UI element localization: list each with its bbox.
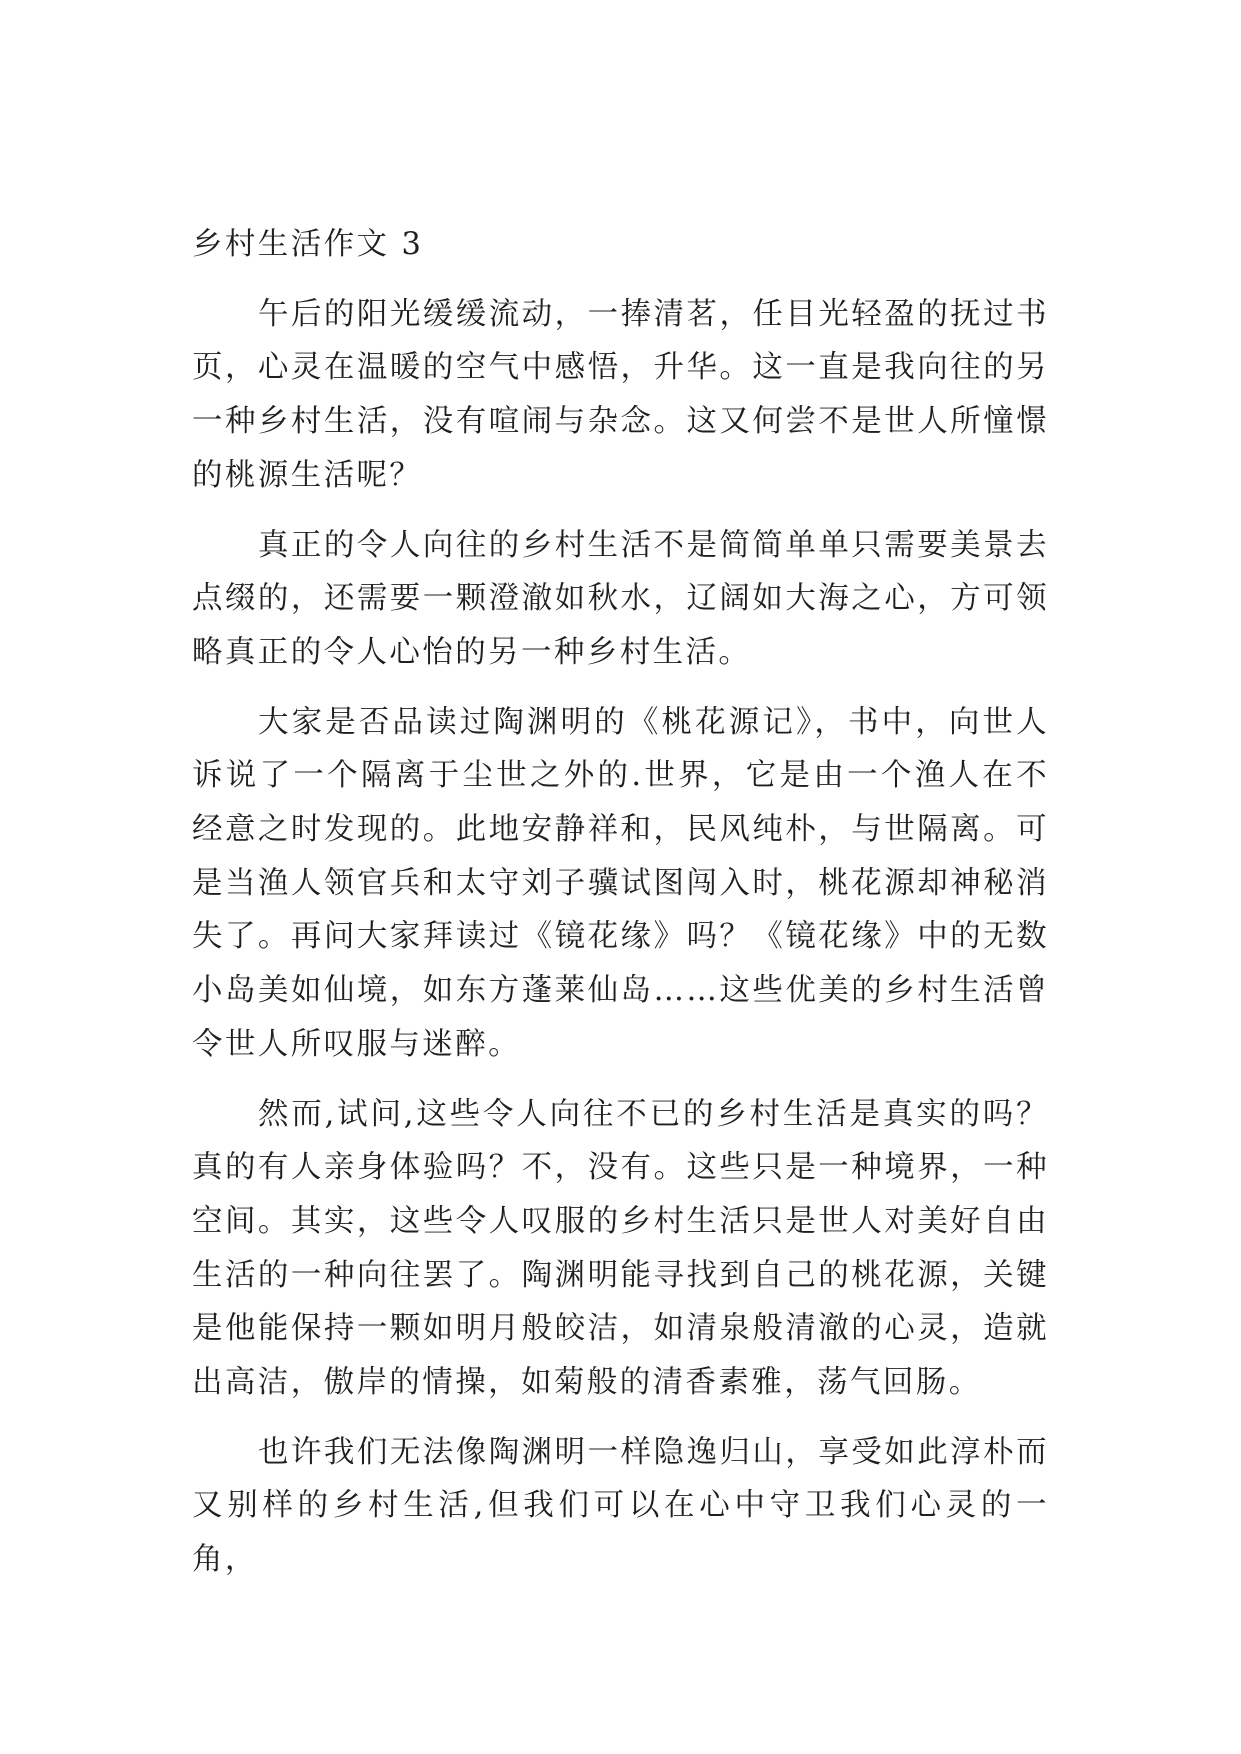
document-body bbox=[192, 218, 1049, 1587]
paragraph-3: 大家是否品读过陶渊明的《桃花源记》，书中，向世人诉说了一个隔离于尘世之外的.世界，它是由一个渔人在不经意之时发现的。此地安静祥和，民风纯朴，与世隔离。可是当渔人领官兵和太守刘子骥试图闯入时，桃花源却神秘消失了。再问大家拜读过《镜花缘》吗？《镜花缘》中的无数小岛美如仙境，如东方蓬莱仙岛……这些优美的乡村生活曾令世人所叹服与迷醉。 bbox=[192, 704, 1049, 1062]
document-title: 乡村生活作文 3 bbox=[192, 227, 424, 262]
paragraph-1: 午后的阳光缓缓流动，一捧清茗，任目光轻盈的抚过书页，心灵在温暖的空气中感悟，升华。这一直是我向往的另一种乡村生活，没有喧闹与杂念。这又何尝不是世人所憧憬的桃源生活呢？ bbox=[192, 296, 1049, 493]
paragraph-5: 也许我们无法像陶渊明一样隐逸归山，享受如此淳朴而又别样的乡村生活,但我们可以在心中守卫我们心灵的一角， bbox=[192, 1434, 1049, 1578]
paragraph-4: 然而,试问,这些令人向往不已的乡村生活是真实的吗？真的有人亲身体验吗？不，没有。这些只是一种境界，一种空间。其实，这些令人叹服的乡村生活只是世人对美好自由生活的一种向往罢了。陶渊明能寻找到自己的桃花源，关键是他能保持一颗如明月般皎洁，如清泉般清澈的心灵，造就出高洁，傲岸的情操，如菊般的清香素雅，荡气回肠。 bbox=[192, 1096, 1049, 1401]
paragraph-2: 真正的令人向往的乡村生活不是简简单单只需要美景去点缀的，还需要一颗澄澈如秋水，辽阔如大海之心，方可领略真正的令人心怡的另一种乡村生活。 bbox=[192, 527, 1049, 670]
